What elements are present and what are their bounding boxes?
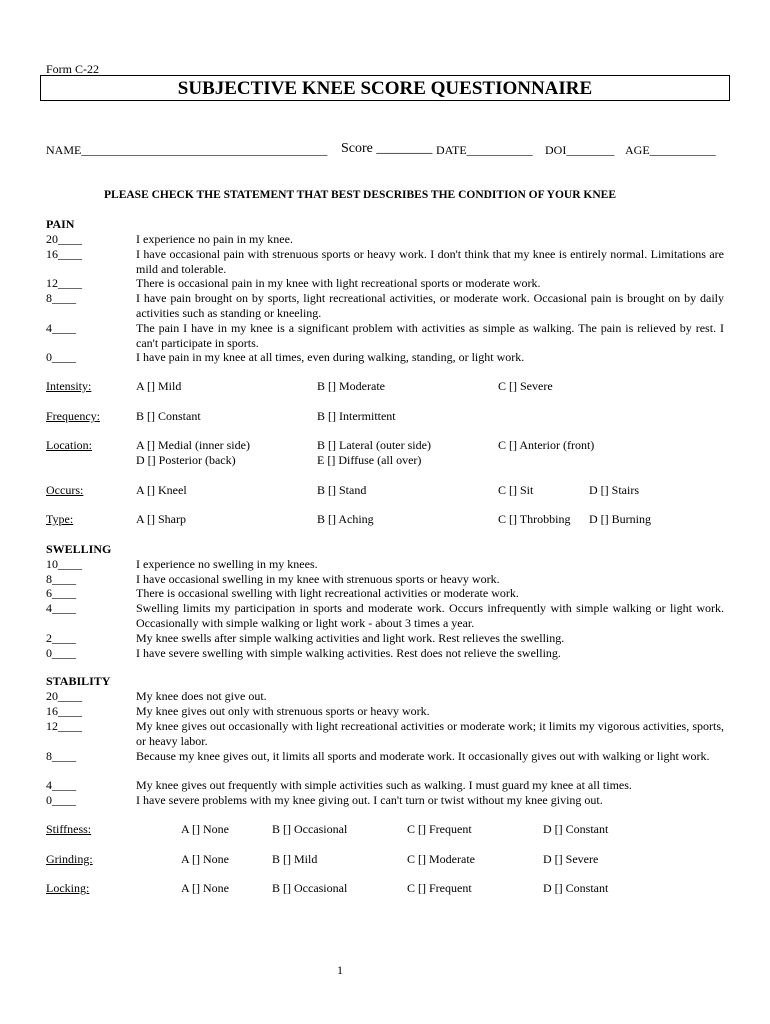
location-option-medial[interactable]: A [] Medial (inner side) <box>136 438 250 452</box>
locking-option-occasional[interactable]: B [] Occasional <box>272 881 348 895</box>
stability-score-8[interactable]: 8____ <box>46 749 76 763</box>
swelling-statement: I have occasional swelling in my knee with strenuous sports or heavy work. <box>136 572 500 586</box>
occurs-label: Occurs: <box>46 483 84 497</box>
stability-score-0[interactable]: 0____ <box>46 793 76 807</box>
stiffness-option-none[interactable]: A [] None <box>181 822 229 836</box>
pain-score-4[interactable]: 4____ <box>46 321 76 335</box>
pain-score-8[interactable]: 8____ <box>46 291 76 305</box>
name-field[interactable]: NAME_________________________________________ <box>46 143 328 157</box>
occurs-option-stairs[interactable]: D [] Stairs <box>589 483 639 497</box>
swelling-statement: I have severe swelling with simple walking activities. Rest does not relieve the swelling. <box>136 646 561 660</box>
frequency-option-constant[interactable]: B [] Constant <box>136 409 201 423</box>
stiffness-option-constant[interactable]: D [] Constant <box>543 822 609 836</box>
type-option-burning[interactable]: D [] Burning <box>589 512 651 526</box>
pain-statement: There is occasional pain in my knee with light recreational sports or moderate work. <box>136 276 541 290</box>
stability-statement: Because my knee gives out, it limits all sports and moderate work. It occasionally gives out with walking or light work. <box>136 749 710 763</box>
pain-score-0[interactable]: 0____ <box>46 350 76 364</box>
pain-statement: I have pain in my knee at all times, even during walking, standing, or light work. <box>136 350 525 364</box>
swelling-statement: I experience no swelling in my knees. <box>136 557 318 571</box>
swelling-heading: SWELLING <box>46 542 112 556</box>
type-option-sharp[interactable]: A [] Sharp <box>136 512 186 526</box>
pain-statement: I have occasional pain with strenuous sports or heavy work. I don't think that my knee is entirely normal. Limitations are mild and tolerable. <box>136 247 724 276</box>
doi-field[interactable]: DOI________ <box>545 143 615 157</box>
stability-statement: My knee gives out frequently with simple activities such as walking. I must guard my knee at all times. <box>136 778 632 792</box>
location-label: Location: <box>46 438 92 452</box>
intensity-option-moderate[interactable]: B [] Moderate <box>317 379 385 393</box>
location-option-anterior[interactable]: C [] Anterior (front) <box>498 438 595 452</box>
pain-score-12[interactable]: 12____ <box>46 276 82 290</box>
date-field[interactable]: DATE___________ <box>436 143 533 157</box>
occurs-option-sit[interactable]: C [] Sit <box>498 483 534 497</box>
grinding-option-moderate[interactable]: C [] Moderate <box>407 852 475 866</box>
location-option-posterior[interactable]: D [] Posterior (back) <box>136 453 236 467</box>
stability-statement: My knee gives out only with strenuous sports or heavy work. <box>136 704 430 718</box>
pain-score-16[interactable]: 16____ <box>46 247 82 261</box>
swelling-score-2[interactable]: 2____ <box>46 631 76 645</box>
location-option-lateral[interactable]: B [] Lateral (outer side) <box>317 438 431 452</box>
swelling-score-4[interactable]: 4____ <box>46 601 76 615</box>
pain-statement: I experience no pain in my knee. <box>136 232 293 246</box>
stiffness-label: Stiffness: <box>46 822 92 836</box>
type-label: Type: <box>46 512 74 526</box>
swelling-statement: My knee swells after simple walking activities and light work. Rest relieves the swelling. <box>136 631 565 645</box>
stability-score-12[interactable]: 12____ <box>46 719 82 733</box>
instruction: PLEASE CHECK THE STATEMENT THAT BEST DESCRIBES THE CONDITION OF YOUR KNEE <box>104 189 616 201</box>
grinding-option-severe[interactable]: D [] Severe <box>543 852 599 866</box>
age-field[interactable]: AGE___________ <box>625 143 716 157</box>
occurs-option-kneel[interactable]: A [] Kneel <box>136 483 187 497</box>
pain-statement: The pain I have in my knee is a significant problem with activities as simple as walking. The pain is relieved by rest. I can't participate in sports. <box>136 321 724 350</box>
swelling-score-0[interactable]: 0____ <box>46 646 76 660</box>
intensity-option-mild[interactable]: A [] Mild <box>136 379 182 393</box>
type-option-throbbing[interactable]: C [] Throbbing <box>498 512 571 526</box>
locking-option-none[interactable]: A [] None <box>181 881 229 895</box>
swelling-statement: There is occasional swelling with light recreational activities or moderate work. <box>136 586 519 600</box>
locking-label: Locking: <box>46 881 90 895</box>
swelling-statement: Swelling limits my participation in sports and moderate work. Occurs infrequently with simple walking or light work. Occasionally with simple walking or light work - about 3 times a year. <box>136 601 724 630</box>
location-option-diffuse[interactable]: E [] Diffuse (all over) <box>317 453 422 467</box>
stability-heading: STABILITY <box>46 674 111 688</box>
stiffness-option-occasional[interactable]: B [] Occasional <box>272 822 348 836</box>
frequency-label: Frequency: <box>46 409 100 423</box>
locking-option-constant[interactable]: D [] Constant <box>543 881 609 895</box>
stability-statement: I have severe problems with my knee giving out. I can't turn or twist without my knee giving out. <box>136 793 603 807</box>
stiffness-option-frequent[interactable]: C [] Frequent <box>407 822 472 836</box>
pain-statement: I have pain brought on by sports, light recreational activities, or moderate work. Occasional pain is brought on by daily activities such as standing or kneeling. <box>136 291 724 320</box>
pain-heading: PAIN <box>46 217 75 231</box>
grinding-option-mild[interactable]: B [] Mild <box>272 852 318 866</box>
grinding-option-none[interactable]: A [] None <box>181 852 229 866</box>
score-field[interactable]: Score ________ <box>341 141 433 156</box>
occurs-option-stand[interactable]: B [] Stand <box>317 483 367 497</box>
swelling-score-10[interactable]: 10____ <box>46 557 82 571</box>
page-title: SUBJECTIVE KNEE SCORE QUESTIONNAIRE <box>40 75 730 101</box>
type-option-aching[interactable]: B [] Aching <box>317 512 374 526</box>
grinding-label: Grinding: <box>46 852 93 866</box>
locking-option-frequent[interactable]: C [] Frequent <box>407 881 472 895</box>
stability-score-4[interactable]: 4____ <box>46 778 76 792</box>
intensity-option-severe[interactable]: C [] Severe <box>498 379 553 393</box>
stability-statement: My knee gives out occasionally with light recreational activities or moderate work; it limits my vigorous activities, sports, or heavy labor. <box>136 719 724 748</box>
page-number: 1 <box>337 963 343 977</box>
pain-score-20[interactable]: 20____ <box>46 232 82 246</box>
swelling-score-8[interactable]: 8____ <box>46 572 76 586</box>
intensity-label: Intensity: <box>46 379 92 393</box>
stability-score-16[interactable]: 16____ <box>46 704 82 718</box>
frequency-option-intermittent[interactable]: B [] Intermittent <box>317 409 396 423</box>
form-id: Form C-22 <box>46 62 100 76</box>
stability-score-20[interactable]: 20____ <box>46 689 82 703</box>
stability-statement: My knee does not give out. <box>136 689 267 703</box>
swelling-score-6[interactable]: 6____ <box>46 586 76 600</box>
